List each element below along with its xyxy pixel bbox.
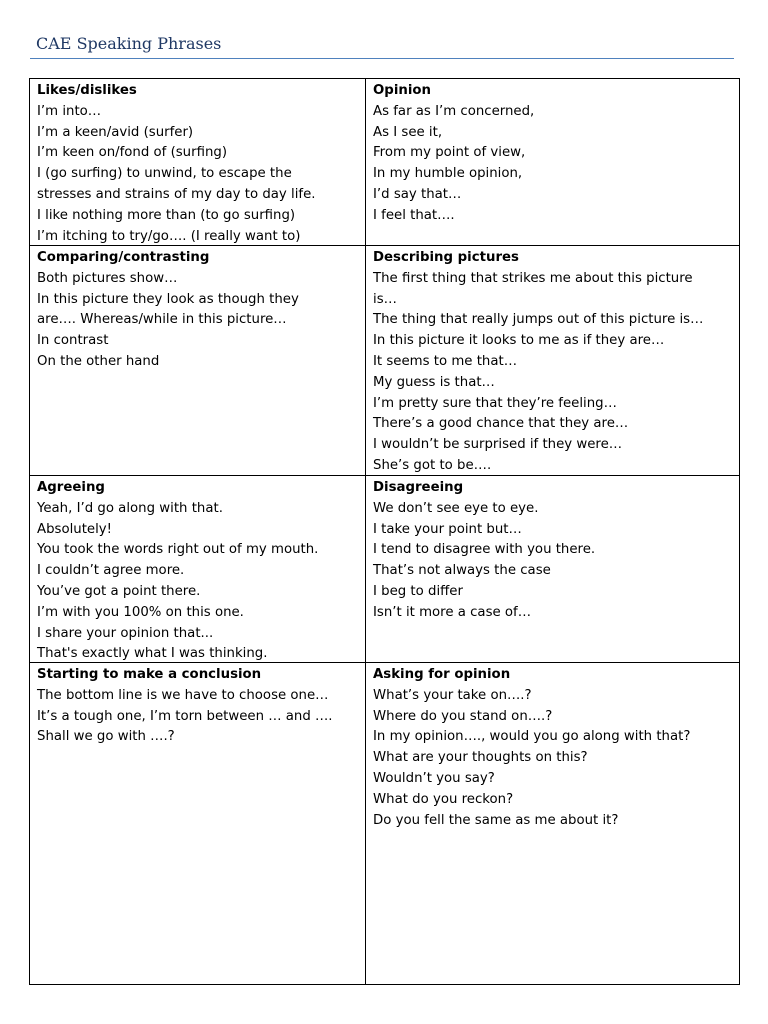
phrase-line: You took the words right out of my mouth. (37, 542, 319, 558)
section-comparing-contrasting (30, 246, 366, 476)
section-likes-dislikes (30, 79, 366, 246)
phrase-line: That's exactly what I was thinking. (37, 646, 268, 662)
phrase-line: stresses and strains of my day to day life. (37, 186, 316, 202)
phrase-line: In my humble opinion, (373, 166, 523, 182)
phrase-line: Both pictures show… (37, 270, 178, 286)
title-divider (30, 58, 734, 59)
phrase-line: My guess is that… (373, 374, 495, 390)
phrase-line: You’ve got a point there. (37, 583, 201, 599)
phrase-line: That’s not always the case (373, 563, 551, 579)
phrase-line: There’s a good chance that they are… (373, 416, 629, 432)
section-heading: Agreeing (37, 480, 105, 495)
section-heading: Asking for opinion (373, 667, 511, 682)
phrase-line: I (go surfing) to unwind, to escape the (37, 166, 292, 182)
phrase-line: I beg to differ (373, 583, 463, 599)
phrase-line: What are your thoughts on this? (373, 750, 588, 766)
phrase-line: Absolutely! (37, 521, 113, 537)
phrase-line: Do you fell the same as me about it? (373, 812, 619, 828)
phrase-line: I’m into… (37, 103, 102, 119)
phrase-line: I’m pretty sure that they’re feeling… (373, 395, 617, 411)
section-opinion (366, 79, 739, 246)
section-asking-opinion (366, 663, 739, 984)
phrase-line: The first thing that strikes me about this picture (373, 270, 693, 286)
phrase-line: Where do you stand on….? (373, 708, 553, 724)
phrase-line: I share your opinion that... (37, 625, 214, 641)
phrase-line: It’s a tough one, I’m torn between … and …. (37, 708, 333, 724)
phrase-line: Yeah, I’d go along with that. (37, 500, 223, 516)
phrase-line: I’m with you 100% on this one. (37, 604, 244, 620)
phrase-line: I take your point but… (373, 521, 522, 537)
section-heading: Opinion (373, 83, 432, 98)
phrase-line: The thing that really jumps out of this picture is… (373, 312, 704, 328)
phrase-line: As I see it, (373, 124, 443, 140)
phrase-line: Wouldn’t you say? (373, 770, 495, 786)
phrase-line: In contrast (37, 333, 109, 349)
phrase-line: I couldn’t agree more. (37, 563, 185, 579)
phrase-line: is… (373, 291, 397, 307)
phrase-line: I’m itching to try/go…. (I really want to) (37, 228, 301, 244)
phrase-line: I’d say that… (373, 186, 462, 202)
phrase-line: From my point of view, (373, 145, 526, 161)
phrase-line: are…. Whereas/while in this picture… (37, 312, 287, 328)
phrase-line: What’s your take on….? (373, 687, 532, 703)
section-heading: Disagreeing (373, 480, 464, 495)
phrase-line: As far as I’m concerned, (373, 103, 535, 119)
section-conclusion (30, 663, 366, 984)
section-heading: Comparing/contrasting (37, 250, 210, 265)
phrase-line: I tend to disagree with you there. (373, 542, 596, 558)
phrase-line: She’s got to be…. (373, 457, 492, 473)
phrase-line: In my opinion…., would you go along with that? (373, 729, 691, 745)
page-title: CAE Speaking Phrases (36, 34, 222, 53)
phrase-line: Isn’t it more a case of… (373, 604, 532, 620)
section-agreeing (30, 476, 366, 663)
phrase-line: In this picture it looks to me as if they are… (373, 333, 665, 349)
phrase-line: What do you reckon? (373, 791, 514, 807)
phrase-line: On the other hand (37, 353, 160, 369)
phrase-line: The bottom line is we have to choose one… (37, 687, 329, 703)
section-disagreeing (366, 476, 739, 663)
phrase-line: I’m a keen/avid (surfer) (37, 124, 194, 140)
phrase-line: I feel that…. (373, 207, 455, 223)
phrase-line: We don’t see eye to eye. (373, 500, 539, 516)
phrases-table (29, 78, 740, 985)
section-heading: Describing pictures (373, 250, 519, 265)
section-describing-pictures (366, 246, 739, 476)
section-heading: Starting to make a conclusion (37, 667, 262, 682)
phrase-line: In this picture they look as though they (37, 291, 299, 307)
phrase-line: It seems to me that… (373, 353, 517, 369)
phrase-line: Shall we go with ….? (37, 729, 175, 745)
phrase-line: I wouldn’t be surprised if they were… (373, 437, 623, 453)
phrase-line: I like nothing more than (to go surfing) (37, 207, 296, 223)
section-heading: Likes/dislikes (37, 83, 137, 98)
phrase-line: I’m keen on/fond of (surfing) (37, 145, 228, 161)
